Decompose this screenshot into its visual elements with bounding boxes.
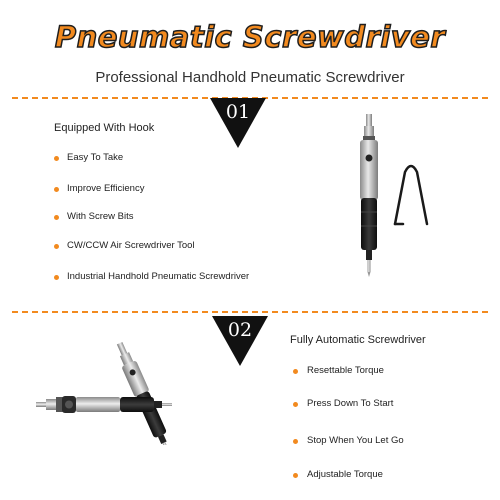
- feature-item: Stop When You Let Go: [307, 435, 404, 446]
- section1-heading: Equipped With Hook: [54, 122, 155, 134]
- feature-item: Adjustable Torque: [307, 469, 383, 480]
- feature-bullet: [293, 402, 298, 407]
- section1-badge: [210, 98, 266, 148]
- product-title: Pneumatic Screwdriver: [54, 20, 446, 54]
- screwdriver-pair-image: [32, 340, 212, 445]
- feature-bullet: [54, 215, 59, 220]
- feature-bullet: [293, 473, 298, 478]
- feature-bullet: [293, 369, 298, 374]
- section2-badge: [212, 316, 268, 366]
- feature-bullet: [54, 156, 59, 161]
- feature-bullet: [54, 275, 59, 280]
- feature-item: Improve Efficiency: [67, 183, 145, 194]
- product-subtitle: Professional Handhold Pneumatic Screwdriver: [95, 69, 405, 86]
- feature-item: Resettable Torque: [307, 365, 384, 376]
- feature-bullet: [54, 187, 59, 192]
- feature-item: Industrial Handhold Pneumatic Screwdriver: [67, 271, 250, 282]
- feature-item: Press Down To Start: [307, 398, 394, 409]
- feature-item: CW/CCW Air Screwdriver Tool: [67, 240, 195, 251]
- middle-divider: [12, 311, 488, 313]
- section1-badge-number: 01: [225, 101, 251, 123]
- feature-item: Easy To Take: [67, 152, 124, 163]
- feature-bullet: [293, 439, 298, 444]
- vertical-screwdriver-image: [345, 112, 435, 278]
- section2-badge-number: 02: [227, 319, 253, 341]
- feature-bullet: [54, 244, 59, 249]
- section2-heading: Fully Automatic Screwdriver: [290, 334, 426, 346]
- feature-item: With Screw Bits: [67, 211, 134, 222]
